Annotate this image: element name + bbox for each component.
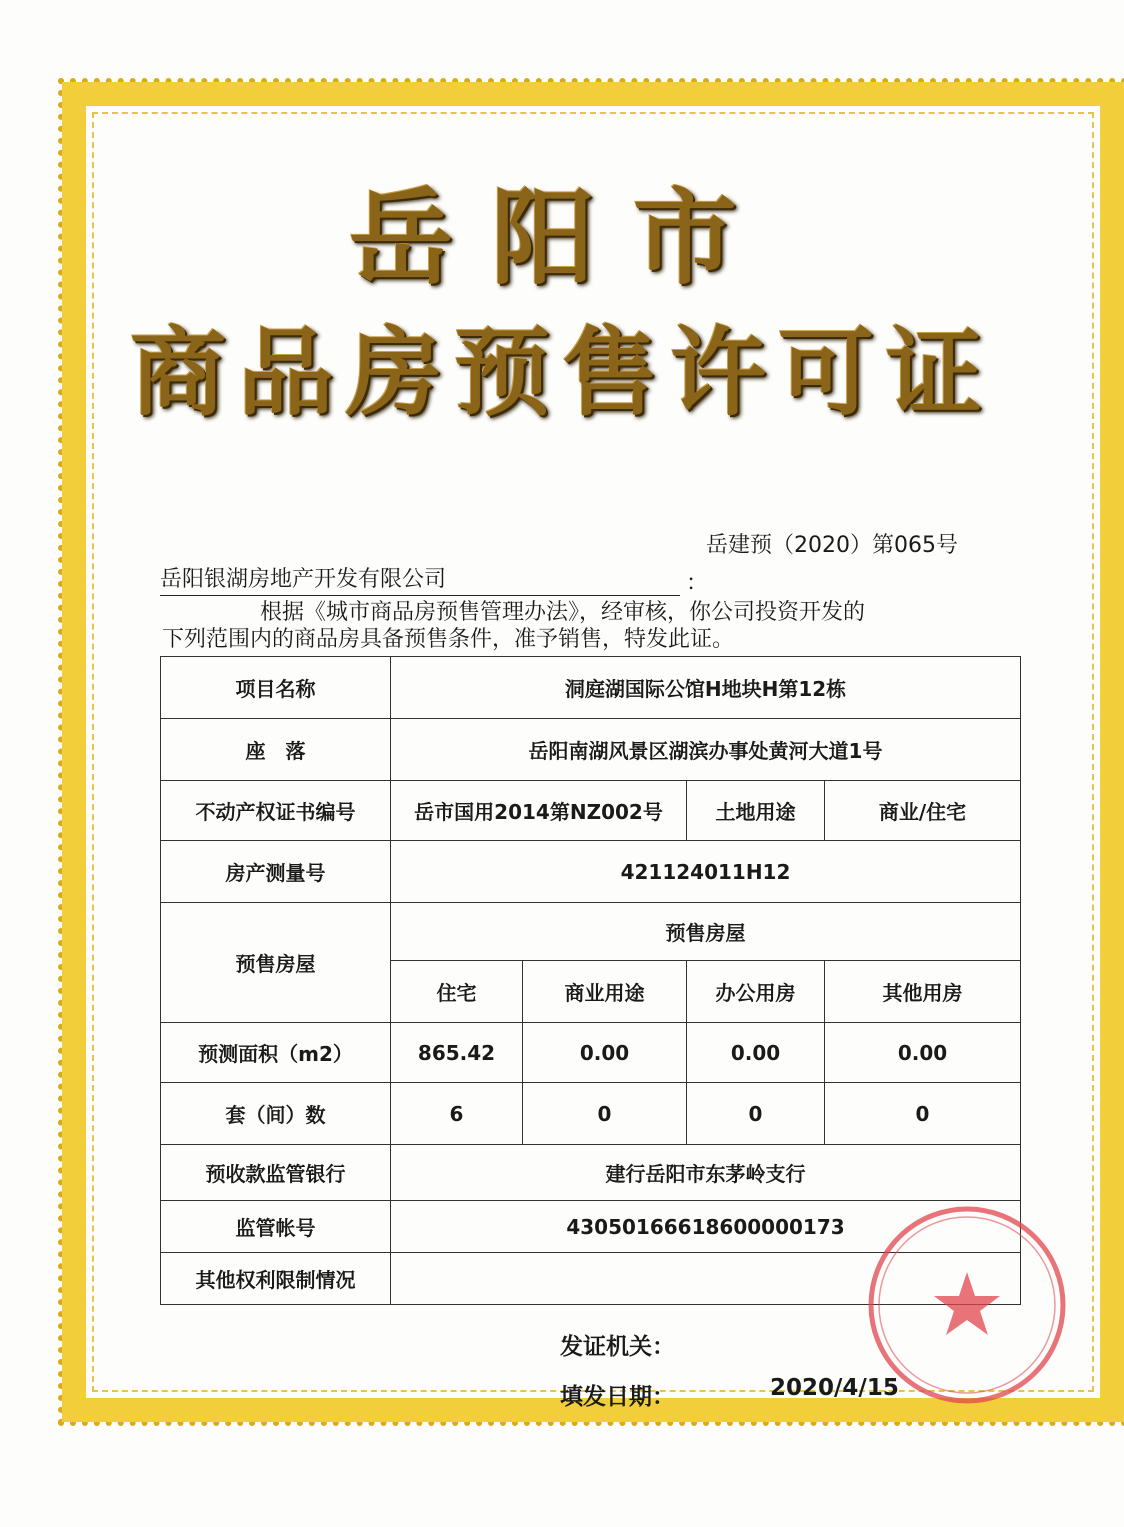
official-seal-stamp	[862, 1200, 1072, 1410]
location-value: 岳阳南湖风景区湖滨办事处黄河大道1号	[391, 719, 1021, 781]
company-colon: ：	[686, 571, 709, 596]
issue-date-value: 2020/4/15	[770, 1375, 899, 1401]
restrictions-label: 其他权利限制情况	[161, 1253, 391, 1305]
units-commercial: 0	[523, 1083, 687, 1145]
account-label: 监管帐号	[161, 1201, 391, 1253]
presale-header: 预售房屋	[391, 903, 1021, 961]
approval-text-line1: 根据《城市商品房预售管理办法》，经审核，你公司投资开发的	[260, 600, 866, 625]
units-residential: 6	[391, 1083, 523, 1145]
issue-date-label: 填发日期：	[560, 1384, 675, 1410]
table-row	[161, 781, 1021, 841]
bank-value: 建行岳阳市东茅岭支行	[391, 1145, 1021, 1201]
project-name-label: 项目名称	[161, 657, 391, 719]
presale-label: 预售房屋	[161, 903, 391, 1023]
area-commercial: 0.00	[523, 1023, 687, 1083]
property-cert-value: 岳市国用2014第NZ002号	[391, 781, 687, 841]
location-label: 座 落	[161, 719, 391, 781]
seal-star-icon	[934, 1272, 1000, 1335]
issuer-label: 发证机关：	[560, 1334, 675, 1360]
land-use-label: 土地用途	[687, 781, 825, 841]
area-label: 预测面积（m2）	[161, 1023, 391, 1083]
units-label: 套（间）数	[161, 1083, 391, 1145]
area-other: 0.00	[825, 1023, 1021, 1083]
area-residential: 865.42	[391, 1023, 523, 1083]
account-value: 43050166618600000173	[391, 1201, 1021, 1253]
survey-number-label: 房产测量号	[161, 841, 391, 903]
category-residential: 住宅	[391, 961, 523, 1023]
table-row	[161, 1023, 1021, 1083]
project-name-value: 洞庭湖国际公馆H地块H第12栋	[391, 657, 1021, 719]
category-commercial: 商业用途	[523, 961, 687, 1023]
table-row	[161, 719, 1021, 781]
property-cert-label: 不动产权证书编号	[161, 781, 391, 841]
units-other: 0	[825, 1083, 1021, 1145]
table-row	[161, 657, 1021, 719]
category-other: 其他用房	[825, 961, 1021, 1023]
table-row	[161, 1083, 1021, 1145]
table-row	[161, 1145, 1021, 1201]
category-office: 办公用房	[687, 961, 825, 1023]
table-row	[161, 903, 1021, 961]
bank-label: 预收款监管银行	[161, 1145, 391, 1201]
permit-number: 岳建预（2020）第065号	[706, 533, 958, 558]
units-office: 0	[687, 1083, 825, 1145]
area-office: 0.00	[687, 1023, 825, 1083]
approval-text-line2: 下列范围内的商品房具备预售条件，准予销售，特发此证。	[162, 627, 735, 652]
survey-number-value: 421124011H12	[391, 841, 1021, 903]
title-certificate-name: 商品房预售许可证	[130, 317, 994, 429]
table-row	[161, 841, 1021, 903]
company-name: 岳阳银湖房地产开发有限公司	[160, 565, 680, 596]
title-city: 岳阳市	[348, 177, 775, 299]
land-use-value: 商业/住宅	[825, 781, 1021, 841]
